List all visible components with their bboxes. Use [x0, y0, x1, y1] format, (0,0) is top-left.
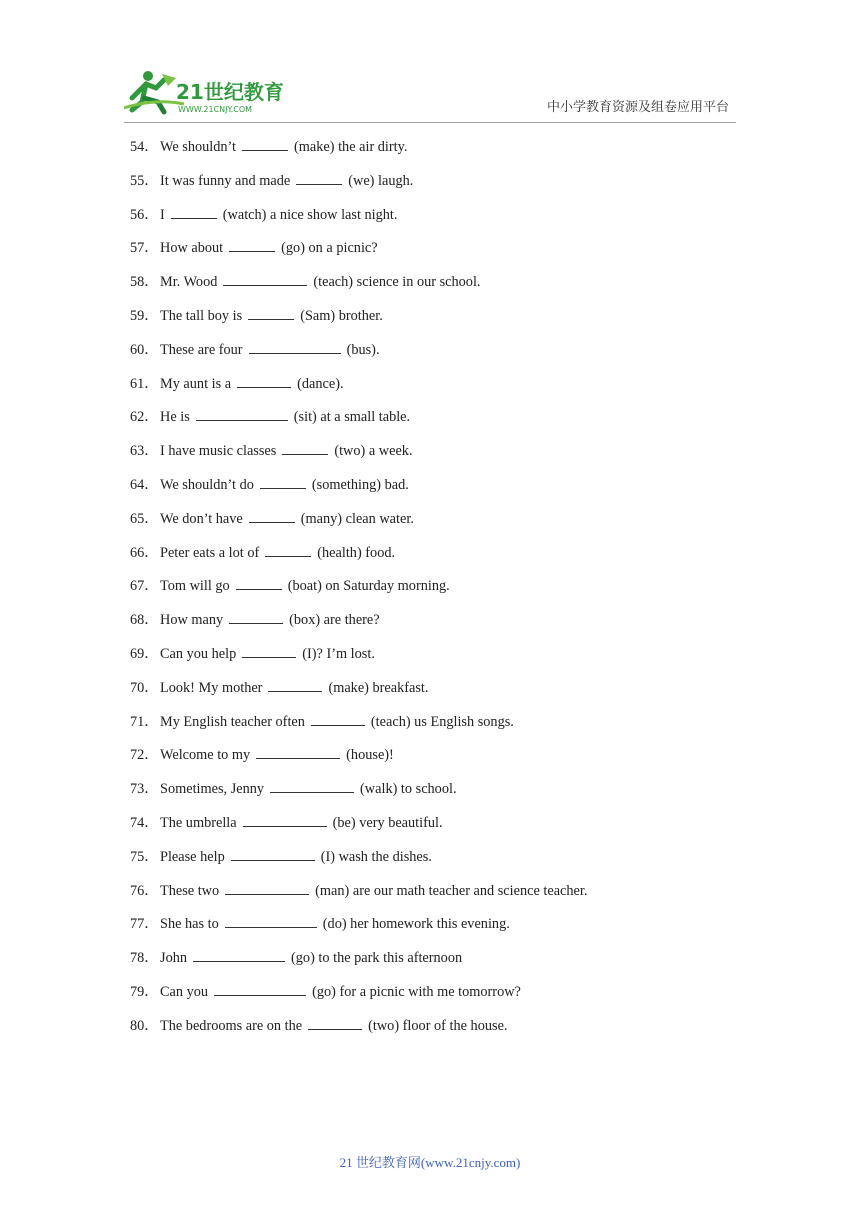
answer-blank[interactable] — [249, 341, 341, 354]
question-item — [130, 677, 750, 711]
question-number: 70． — [130, 679, 159, 696]
question-stem: Look! My mother — [160, 679, 263, 696]
question-item — [130, 1015, 750, 1049]
svg-text:WWW.21CNJY.COM: WWW.21CNJY.COM — [178, 105, 253, 114]
question-stem: We shouldn’t — [160, 139, 237, 155]
question-stem: Welcome to my — [160, 747, 251, 764]
answer-blank[interactable] — [265, 544, 311, 557]
question-number: 60． — [130, 341, 159, 358]
question-hint: (make) the air dirty. — [294, 139, 408, 155]
question-number: 63． — [130, 443, 159, 460]
answer-blank[interactable] — [223, 273, 307, 286]
question-stem: He is — [160, 409, 190, 426]
question-number: 64． — [130, 476, 159, 493]
question-item — [130, 913, 750, 947]
answer-blank[interactable] — [296, 172, 342, 185]
answer-blank[interactable] — [231, 848, 315, 861]
question-hint: (go) to the park this afternoon — [291, 950, 463, 967]
question-stem: The tall boy is — [160, 307, 243, 324]
question-item — [130, 508, 750, 542]
question-hint: (something) bad. — [311, 476, 409, 493]
question-item — [130, 812, 750, 846]
question-stem: How many — [160, 612, 224, 629]
question-hint: (do) her homework this evening. — [322, 916, 510, 933]
question-stem: It was funny and made — [160, 172, 291, 189]
question-item — [130, 170, 750, 204]
answer-blank[interactable] — [248, 307, 294, 320]
question-hint: (go) for a picnic with me tomorrow? — [312, 983, 521, 1000]
question-stem: Please help — [160, 848, 225, 865]
question-stem: These two — [160, 882, 220, 899]
question-item — [130, 542, 750, 576]
answer-blank[interactable] — [214, 983, 306, 996]
question-number: 66． — [130, 544, 159, 561]
question-hint: (many) clean water. — [300, 510, 414, 527]
question-item — [130, 880, 750, 914]
question-stem: My English teacher often — [160, 713, 305, 730]
question-item — [130, 271, 750, 305]
question-hint: (go) on a picnic? — [281, 240, 378, 257]
footer-source: 21 世纪教育网(www.21cnjy.com) — [339, 1155, 521, 1170]
question-item — [130, 643, 750, 677]
question-item — [130, 474, 750, 508]
question-item — [130, 947, 750, 981]
question-number: 75． — [130, 848, 159, 865]
header-divider — [124, 122, 736, 123]
question-item — [130, 744, 750, 778]
question-stem: She has to — [160, 916, 219, 933]
page-header — [0, 0, 860, 125]
question-number: 72． — [130, 747, 159, 764]
question-item — [130, 136, 750, 170]
question-number: 76． — [130, 882, 159, 899]
question-hint: (health) food. — [317, 544, 396, 561]
answer-blank[interactable] — [193, 949, 285, 962]
question-stem: My aunt is a — [160, 375, 232, 392]
question-number: 71． — [130, 713, 159, 730]
question-number: 69． — [130, 645, 159, 662]
answer-blank[interactable] — [268, 679, 322, 692]
question-hint: (dance). — [297, 375, 344, 392]
question-stem: Peter eats a lot of — [160, 544, 260, 561]
question-stem: The bedrooms are on the — [160, 1017, 303, 1034]
question-number: 73． — [130, 781, 159, 798]
question-stem: How about — [160, 240, 224, 257]
platform-title: 中小学教育资源及组卷应用平台 — [546, 100, 729, 115]
answer-blank[interactable] — [237, 375, 291, 388]
question-stem: Can you — [160, 983, 209, 1000]
question-stem: We shouldn’t do — [160, 476, 254, 493]
question-stem: Tom will go — [160, 578, 230, 595]
answer-blank[interactable] — [311, 713, 365, 726]
question-hint: (Sam) brother. — [300, 307, 383, 324]
answer-blank[interactable] — [243, 814, 327, 827]
question-number: 68． — [130, 612, 159, 629]
answer-blank[interactable] — [270, 780, 354, 793]
answer-blank[interactable] — [171, 206, 217, 219]
question-item — [130, 305, 750, 339]
question-item — [130, 406, 750, 440]
question-hint: (we) laugh. — [348, 172, 414, 189]
question-item — [130, 575, 750, 609]
answer-blank[interactable] — [308, 1017, 362, 1030]
question-list — [130, 136, 750, 1049]
question-item — [130, 440, 750, 474]
question-number: 59． — [130, 307, 159, 324]
question-number: 77． — [130, 916, 159, 933]
question-hint: (sit) at a small table. — [293, 409, 411, 426]
answer-blank[interactable] — [282, 442, 328, 455]
question-number: 78． — [130, 950, 159, 967]
question-stem: Sometimes, Jenny — [160, 781, 265, 798]
question-stem: John — [160, 950, 188, 967]
answer-blank[interactable] — [242, 138, 288, 151]
question-hint: (man) are our math teacher and science teacher. — [315, 882, 588, 899]
question-stem: The umbrella — [160, 814, 237, 831]
question-hint: (I) wash the dishes. — [320, 848, 432, 865]
question-number: 79． — [130, 983, 159, 1000]
question-number: 54． — [130, 139, 159, 155]
question-hint: (bus). — [346, 341, 380, 358]
question-item — [130, 778, 750, 812]
question-number: 74． — [130, 814, 159, 831]
answer-blank[interactable] — [225, 882, 309, 895]
question-stem: I — [160, 206, 165, 223]
question-item — [130, 846, 750, 880]
svg-text:21世纪教育: 21世纪教育 — [176, 80, 284, 104]
question-hint: (two) a week. — [334, 443, 413, 460]
answer-blank[interactable] — [249, 510, 295, 523]
answer-blank[interactable] — [256, 746, 340, 759]
answer-blank[interactable] — [260, 476, 306, 489]
question-number: 57． — [130, 240, 159, 257]
answer-blank[interactable] — [242, 645, 296, 658]
question-item — [130, 339, 750, 373]
answer-blank[interactable] — [196, 408, 288, 421]
question-stem: Mr. Wood — [160, 274, 218, 291]
question-hint: (be) very beautiful. — [332, 814, 443, 831]
question-number: 67． — [130, 578, 159, 595]
question-item — [130, 237, 750, 271]
answer-blank[interactable] — [225, 915, 317, 928]
question-hint: (boat) on Saturday morning. — [287, 578, 450, 595]
question-hint: (house)! — [346, 747, 394, 764]
question-number: 61． — [130, 375, 159, 392]
question-hint: (make) breakfast. — [328, 679, 429, 696]
answer-blank[interactable] — [229, 611, 283, 624]
answer-blank[interactable] — [229, 239, 275, 252]
question-hint: (two) floor of the house. — [368, 1017, 508, 1034]
question-item — [130, 711, 750, 745]
question-number: 62． — [130, 409, 159, 426]
question-number: 80． — [130, 1017, 159, 1034]
question-stem: These are four — [160, 341, 243, 358]
question-stem: I have music classes — [160, 443, 277, 460]
question-stem: We don’t have — [160, 510, 243, 527]
question-item — [130, 373, 750, 407]
question-item — [130, 204, 750, 238]
question-hint: (watch) a nice show last night. — [222, 206, 398, 223]
question-hint: (I)? I’m lost. — [302, 645, 375, 662]
question-stem: Can you help — [160, 645, 237, 662]
21cnjy-logo — [124, 68, 294, 116]
question-number: 58． — [130, 274, 159, 291]
question-number: 65． — [130, 510, 159, 527]
question-hint: (teach) us English songs. — [370, 713, 514, 730]
question-item — [130, 981, 750, 1015]
question-item — [130, 609, 750, 643]
question-hint: (teach) science in our school. — [313, 274, 481, 291]
question-number: 56． — [130, 206, 159, 223]
question-hint: (walk) to school. — [360, 781, 457, 798]
question-number: 55． — [130, 172, 159, 189]
answer-blank[interactable] — [236, 577, 282, 590]
question-hint: (box) are there? — [289, 612, 380, 629]
